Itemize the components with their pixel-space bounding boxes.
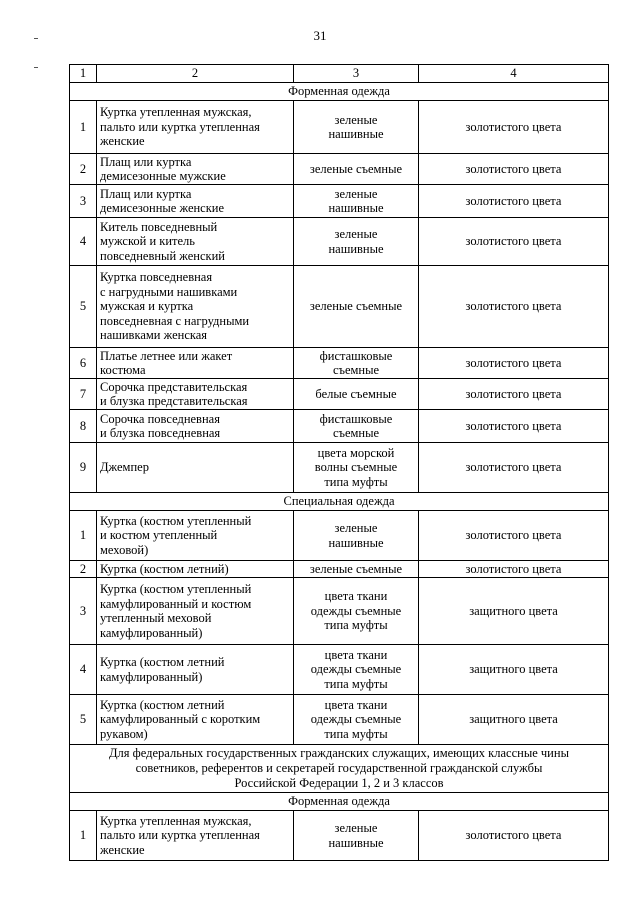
cell-line: советников, референтов и секретарей государственной гражданской службы xyxy=(135,761,543,775)
cell-line: Куртка (костюм утепленный xyxy=(100,582,252,596)
emblem-type xyxy=(294,511,419,561)
cell-line: меховой) xyxy=(100,542,149,557)
cell-line: волны съемные xyxy=(314,460,398,475)
emblem-type xyxy=(294,379,419,410)
cell-line: и костюм утепленный xyxy=(100,528,218,543)
table-row xyxy=(70,443,609,493)
emblem-type xyxy=(294,443,419,493)
cell-line: зеленые съемные xyxy=(309,561,403,576)
garment-name xyxy=(97,154,294,185)
emblem-color: золотистого цвета xyxy=(419,185,609,218)
cell-line: нашивные xyxy=(328,201,384,215)
emblem-color: золотистого цвета xyxy=(419,410,609,443)
row-number: 2 xyxy=(70,561,97,578)
cell-line: Сорочка повседневная xyxy=(100,411,220,426)
emblem-type xyxy=(294,811,419,861)
emblem-color: золотистого цвета xyxy=(419,379,609,410)
cell-line: зеленые xyxy=(334,227,378,241)
cell-line: Куртка (костюм летний xyxy=(100,655,225,669)
cell-line: фисташковые xyxy=(319,411,393,426)
cell-line: типа муфты xyxy=(324,676,388,691)
header-col-3: 3 xyxy=(294,65,419,83)
section-title: Специальная одежда xyxy=(70,493,609,511)
cell-line: Куртка повседневная xyxy=(100,270,213,285)
cell-line: цвета морской xyxy=(317,445,395,460)
cell-line: с нагрудными нашивками xyxy=(100,284,238,299)
cell-line: зеленые xyxy=(334,821,378,835)
garment-name xyxy=(97,811,294,861)
cell-line: камуфлированный и костюм xyxy=(100,596,252,611)
emblem-type xyxy=(294,561,419,578)
cell-line: камуфлированный) xyxy=(100,669,203,684)
cell-line: Куртка (костюм утепленный xyxy=(100,513,252,528)
page-number: 31 xyxy=(313,28,327,43)
table-row xyxy=(70,695,609,745)
cell-line: типа муфты xyxy=(324,618,388,633)
cell-line: фисташковые xyxy=(319,348,393,363)
emblem-type xyxy=(294,154,419,185)
cell-line: камуфлированный) xyxy=(100,625,203,640)
table-row xyxy=(70,379,609,410)
header-col-4: 4 xyxy=(419,65,609,83)
cell-line: женские xyxy=(100,134,145,149)
cell-line: белые съемные xyxy=(315,386,397,401)
garment-name xyxy=(97,218,294,266)
cell-line: и блузка представительская xyxy=(100,394,248,408)
garment-name xyxy=(97,443,294,493)
emblem-type xyxy=(294,348,419,379)
cell-line: цвета ткани xyxy=(324,589,388,604)
cell-line: нашивные xyxy=(328,535,384,550)
emblem-color: золотистого цвета xyxy=(419,811,609,861)
row-number: 3 xyxy=(70,185,97,218)
cell-line: цвета ткани xyxy=(324,647,388,662)
section-title: Форменная одежда xyxy=(70,793,609,811)
table-row xyxy=(70,410,609,443)
cell-line: и блузка повседневная xyxy=(100,426,221,440)
cell-line: нашивные xyxy=(328,127,384,141)
cell-line: Куртка (костюм летний xyxy=(100,697,225,712)
cell-line: съемные xyxy=(332,363,380,377)
cell-line: Плащ или куртка xyxy=(100,154,192,169)
section-row xyxy=(70,83,609,101)
garment-name xyxy=(97,695,294,745)
cell-line: Куртка утепленная мужская, xyxy=(100,105,252,120)
note-row xyxy=(70,745,609,793)
cell-line: одежды съемные xyxy=(310,603,402,618)
emblem-color: золотистого цвета xyxy=(419,443,609,493)
table-row xyxy=(70,185,609,218)
header-col-2: 2 xyxy=(97,65,294,83)
garment-name xyxy=(97,266,294,348)
cell-line: Джемпер xyxy=(100,460,149,475)
emblem-color: защитного цвета xyxy=(419,578,609,645)
emblem-color: защитного цвета xyxy=(419,695,609,745)
row-number: 1 xyxy=(70,101,97,154)
table-row xyxy=(70,266,609,348)
table-row xyxy=(70,348,609,379)
cell-line: Платье летнее или жакет xyxy=(100,348,233,363)
cell-line: зеленые xyxy=(334,112,378,127)
emblem-type xyxy=(294,695,419,745)
section-row xyxy=(70,793,609,811)
row-number: 3 xyxy=(70,578,97,645)
emblem-color: золотистого цвета xyxy=(419,348,609,379)
cell-line: пальто или куртка утепленная xyxy=(100,828,260,843)
cell-line: Российской Федерации 1, 2 и 3 классов xyxy=(234,776,444,790)
cell-line: мужская и куртка xyxy=(100,299,194,314)
cell-line: нашивные xyxy=(328,835,384,850)
emblem-color: золотистого цвета xyxy=(419,561,609,578)
cell-line: Куртка (костюм летний) xyxy=(100,561,229,576)
emblem-type xyxy=(294,578,419,645)
cell-line: типа муфты xyxy=(324,474,388,489)
cell-line: утепленный меховой xyxy=(100,611,212,625)
cell-line: Китель повседневный xyxy=(100,219,218,234)
emblem-type xyxy=(294,645,419,695)
cell-line: камуфлированный с коротким xyxy=(100,712,261,727)
table-row xyxy=(70,154,609,185)
cell-line: костюма xyxy=(100,363,146,377)
cell-line: зеленые съемные xyxy=(309,299,403,314)
cell-line: типа муфты xyxy=(324,726,388,741)
table-row xyxy=(70,561,609,578)
cell-line: повседневный женский xyxy=(100,248,225,263)
row-number: 6 xyxy=(70,348,97,379)
cell-line: одежды съемные xyxy=(310,712,402,727)
garment-name xyxy=(97,645,294,695)
emblem-type xyxy=(294,266,419,348)
table-row xyxy=(70,578,609,645)
cell-line: нашивные xyxy=(328,241,384,256)
row-number: 8 xyxy=(70,410,97,443)
emblem-color: золотистого цвета xyxy=(419,511,609,561)
table-row xyxy=(70,811,609,861)
garment-name xyxy=(97,101,294,154)
emblem-type xyxy=(294,410,419,443)
row-number: 1 xyxy=(70,811,97,861)
emblem-type xyxy=(294,185,419,218)
cell-line: пальто или куртка утепленная xyxy=(100,119,260,134)
cell-line: съемные xyxy=(332,426,380,440)
garment-name xyxy=(97,185,294,218)
cell-line: зеленые xyxy=(334,186,378,201)
cell-line: повседневная с нагрудными xyxy=(100,313,250,328)
table-row xyxy=(70,645,609,695)
margin-mark xyxy=(34,38,38,39)
emblem-color: золотистого цвета xyxy=(419,101,609,154)
table-row xyxy=(70,101,609,154)
emblem-color: защитного цвета xyxy=(419,645,609,695)
cell-line: цвета ткани xyxy=(324,697,388,712)
insignia-table xyxy=(69,64,609,861)
table-row xyxy=(70,511,609,561)
cell-line: Для федеральных государственных гражданских служащих, имеющих классные чины xyxy=(109,746,569,760)
cell-line: зеленые съемные xyxy=(309,161,403,176)
cell-line: демисезонные женские xyxy=(100,201,225,215)
cell-line: одежды съемные xyxy=(310,662,402,677)
cell-line: Куртка утепленная мужская, xyxy=(100,813,252,828)
cell-line: мужской и китель xyxy=(100,234,195,249)
row-number: 9 xyxy=(70,443,97,493)
margin-mark xyxy=(34,67,38,68)
cell-line: зеленые xyxy=(334,521,378,535)
garment-name xyxy=(97,410,294,443)
cell-line: Сорочка представительская xyxy=(100,379,248,394)
section-title: Форменная одежда xyxy=(70,83,609,101)
header-col-1: 1 xyxy=(70,65,97,83)
row-number: 4 xyxy=(70,645,97,695)
cell-line: нашивками женская xyxy=(100,328,208,343)
cell-line: Плащ или куртка xyxy=(100,186,192,201)
row-number: 5 xyxy=(70,695,97,745)
garment-name xyxy=(97,379,294,410)
row-number: 2 xyxy=(70,154,97,185)
table-row xyxy=(70,218,609,266)
header-row xyxy=(70,65,609,83)
emblem-type xyxy=(294,101,419,154)
garment-name xyxy=(97,578,294,645)
row-number: 1 xyxy=(70,511,97,561)
emblem-color: золотистого цвета xyxy=(419,218,609,266)
garment-name xyxy=(97,348,294,379)
note-text xyxy=(70,745,609,793)
cell-line: демисезонные мужские xyxy=(100,169,226,183)
cell-line: рукавом) xyxy=(100,726,148,741)
row-number: 7 xyxy=(70,379,97,410)
row-number: 4 xyxy=(70,218,97,266)
section-row xyxy=(70,493,609,511)
cell-line: женские xyxy=(100,842,145,857)
emblem-color: золотистого цвета xyxy=(419,266,609,348)
garment-name xyxy=(97,561,294,578)
row-number: 5 xyxy=(70,266,97,348)
emblem-type xyxy=(294,218,419,266)
garment-name xyxy=(97,511,294,561)
emblem-color: золотистого цвета xyxy=(419,154,609,185)
